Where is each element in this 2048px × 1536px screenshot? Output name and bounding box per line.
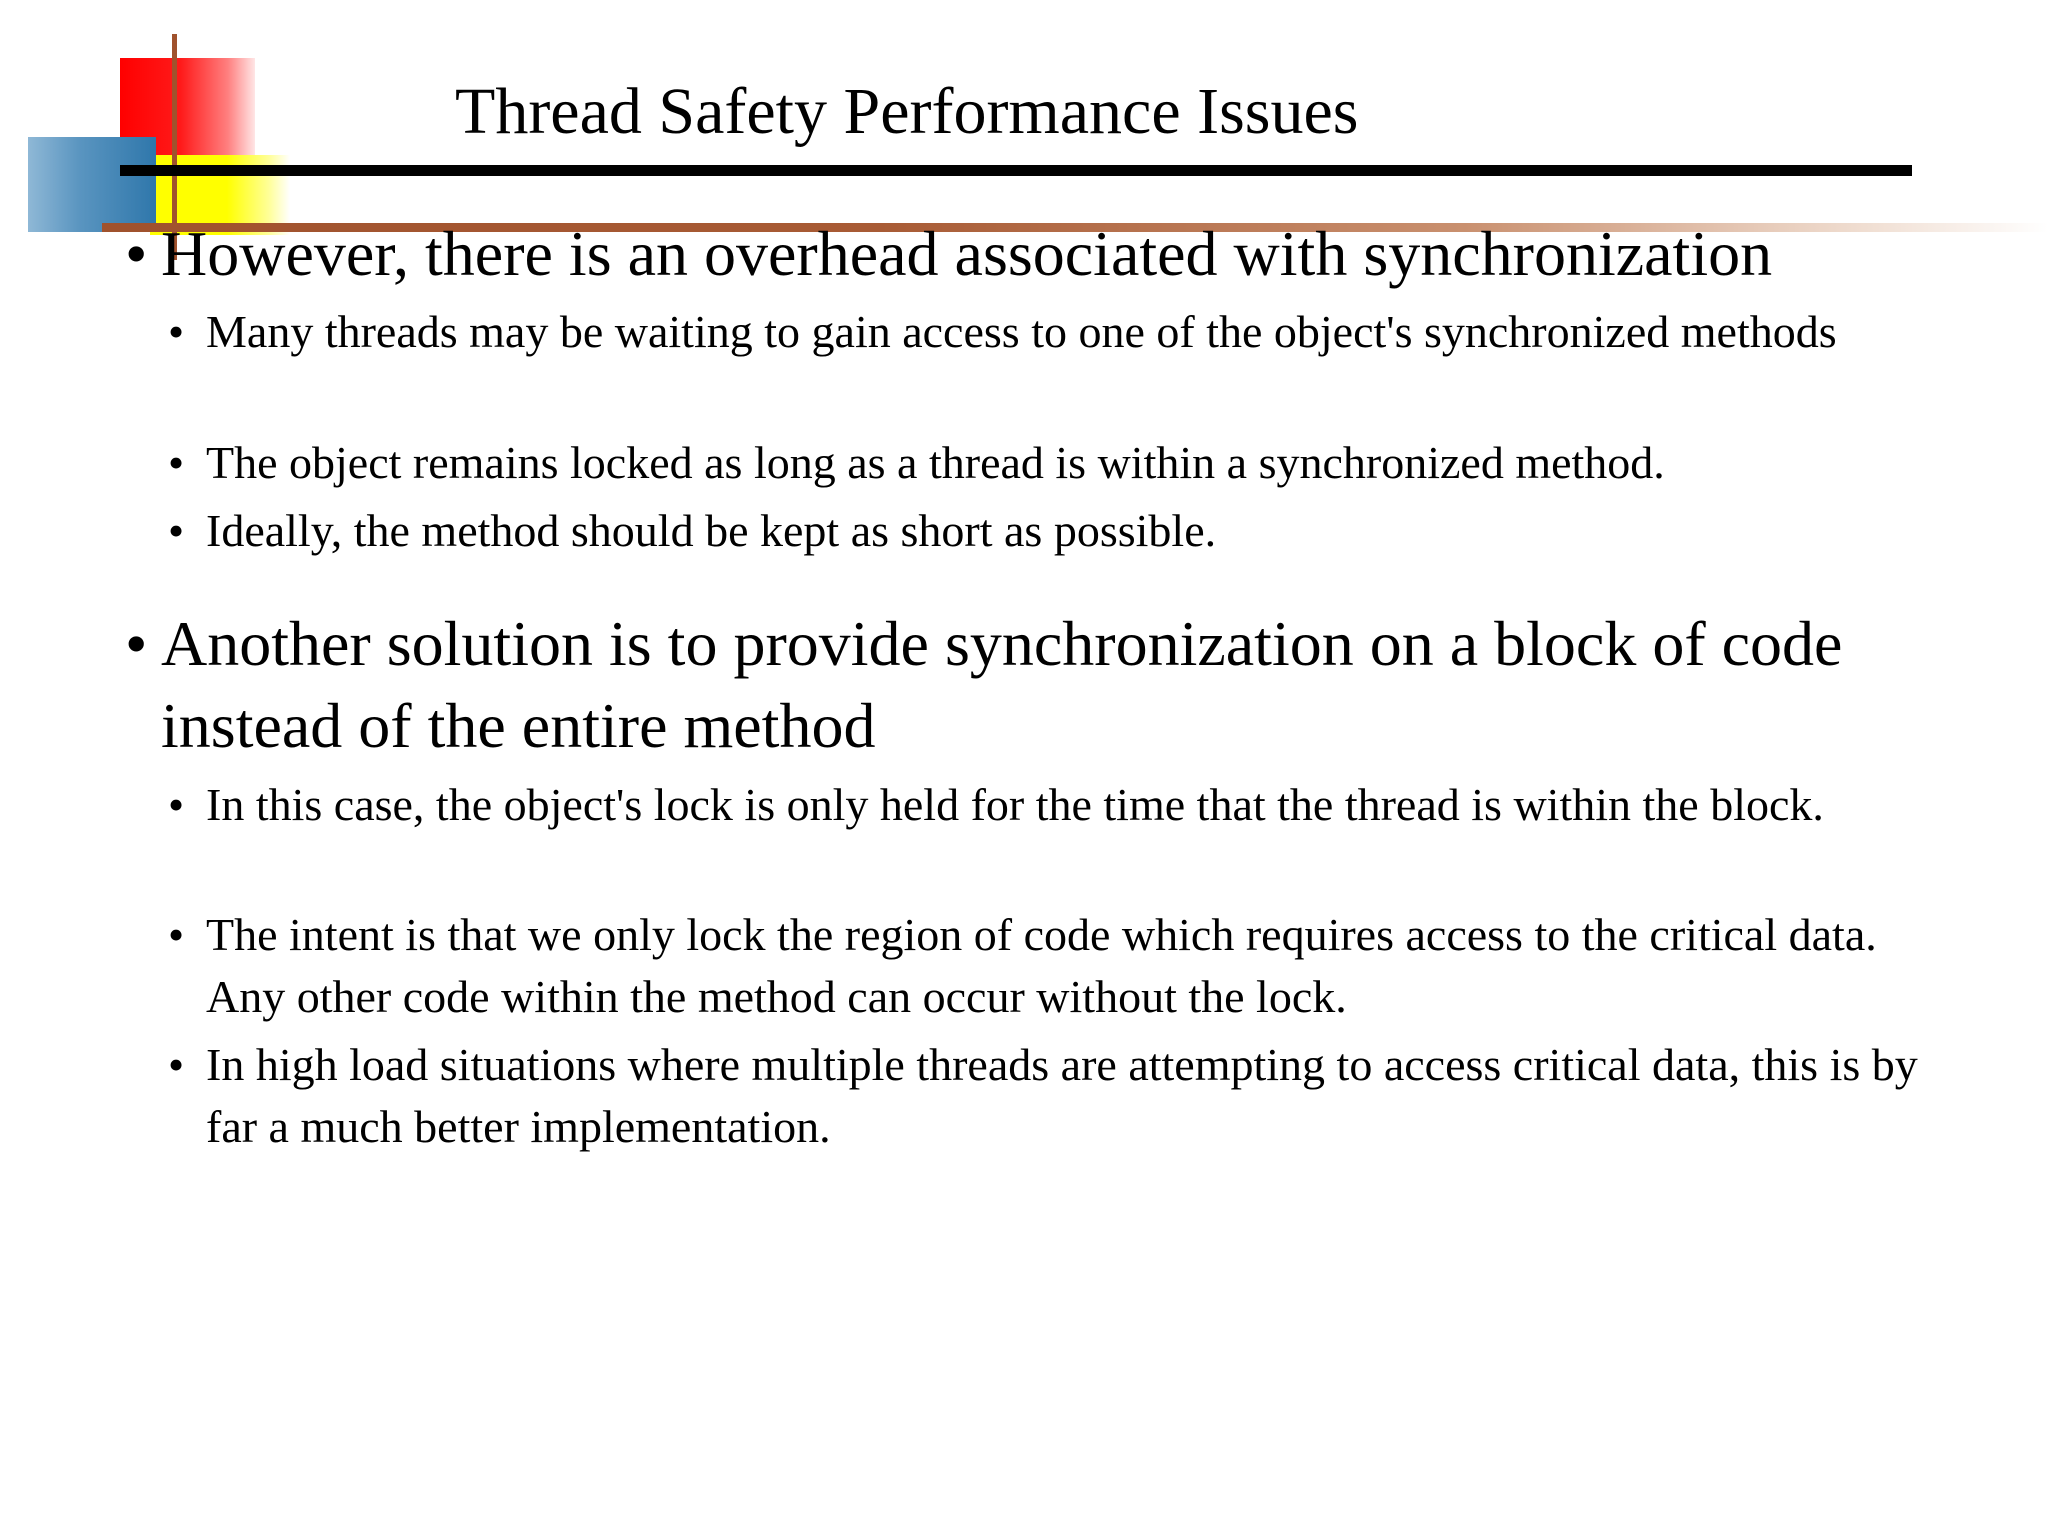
- title-underline: [120, 165, 1912, 176]
- bullet-icon: •: [168, 1039, 185, 1090]
- bullet-icon: •: [168, 909, 185, 960]
- sub-bullet-text: In this case, the object's lock is only held for the time that the thread is within the block.: [206, 779, 1824, 830]
- bullet-icon: •: [125, 608, 148, 679]
- sub-bullet-text: In high load situations where multiple threads are attempting to access critical data, this is by far a much better implementation.: [206, 1039, 1918, 1152]
- bullet-icon: •: [125, 218, 148, 289]
- sub-bullet-text: The intent is that we only lock the region of code which requires access to the critical data. Any other code within the method can occur without the lock.: [206, 909, 1877, 1022]
- slide-title: Thread Safety Performance Issues: [455, 75, 1359, 148]
- sub-bullet-text: Many threads may be waiting to gain access to one of the object's synchronized methods: [206, 306, 1837, 357]
- bullet-icon: •: [168, 306, 185, 357]
- bullet-icon: •: [168, 779, 185, 830]
- bullet-point-text: However, there is an overhead associated with synchronization: [161, 218, 1773, 289]
- bullet-point-text: Another solution is to provide synchronization on a block of code instead of the entire method: [161, 608, 1843, 761]
- sub-bullet-text: Ideally, the method should be kept as short as possible.: [206, 505, 1217, 556]
- bullet-icon: •: [168, 437, 185, 488]
- bullet-icon: •: [168, 505, 185, 556]
- sub-bullet-text: The object remains locked as long as a thread is within a synchronized method.: [206, 437, 1665, 488]
